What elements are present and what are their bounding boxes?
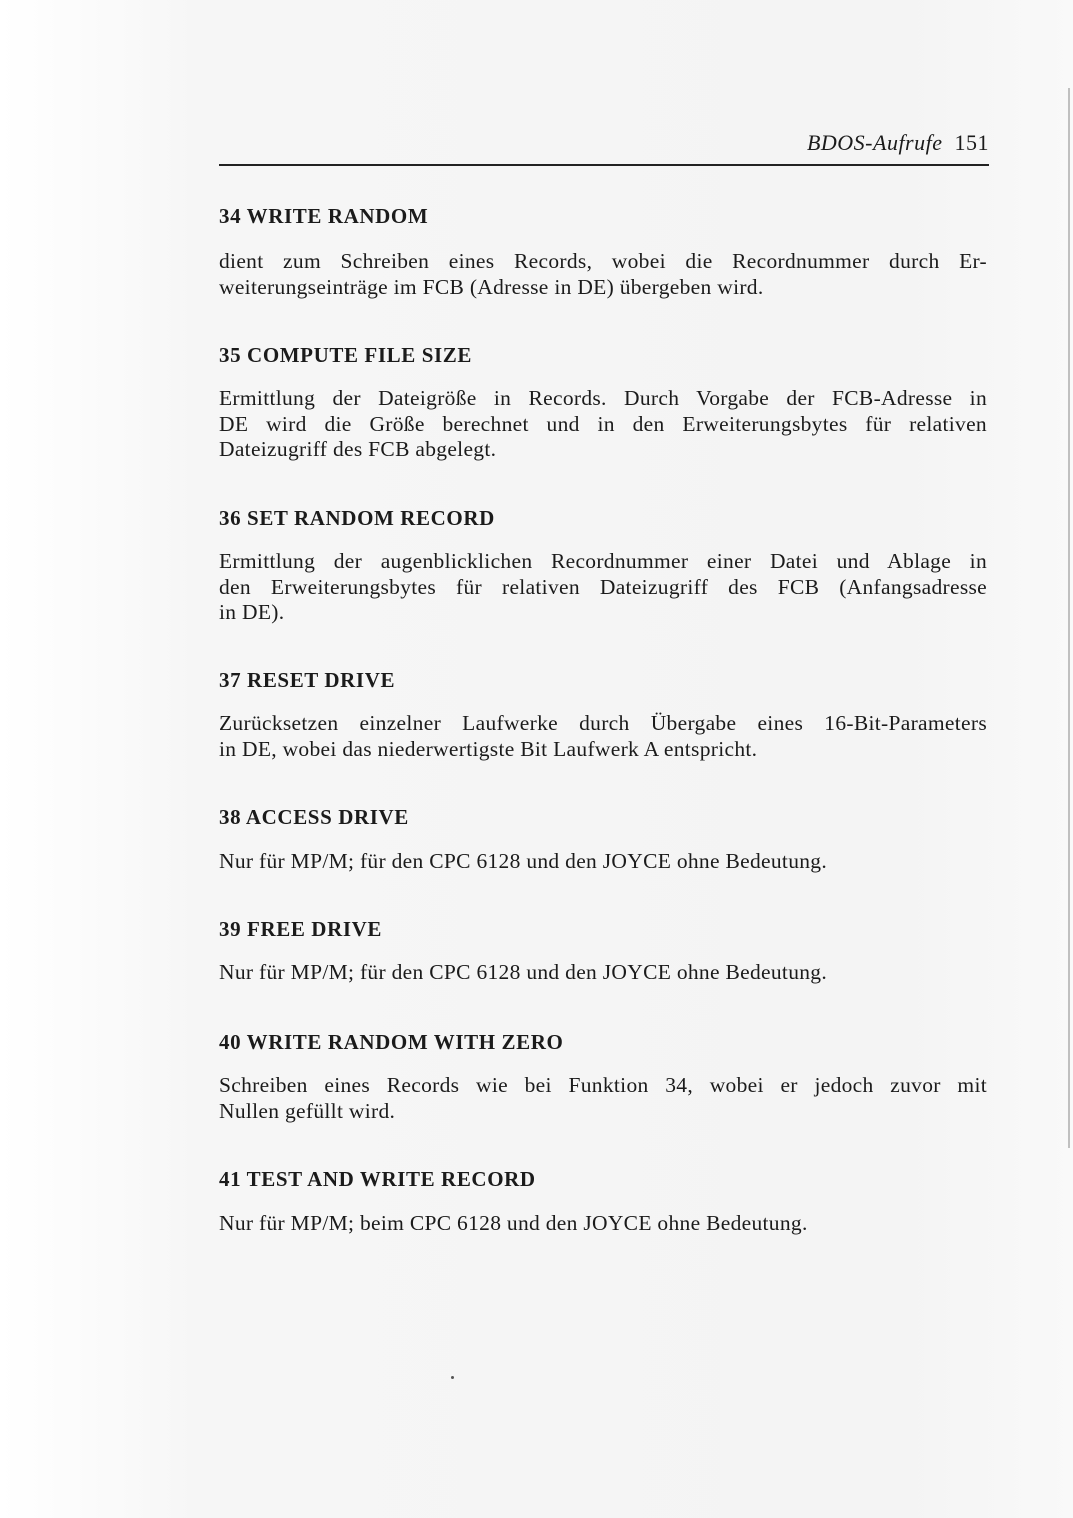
section-body-37 <box>219 711 987 762</box>
body-line: dient zum Schreiben eines Records, wobei die Recordnummer durch Er- <box>219 249 987 273</box>
running-head-title: BDOS-Aufrufe <box>806 130 943 155</box>
body-line: weiterungseinträge im FCB (Adresse in DE) übergeben wird. <box>219 274 764 299</box>
body-line: Nur für MP/M; beim CPC 6128 und den JOYCE ohne Bedeutung. <box>219 1211 808 1235</box>
body-line: Nur für MP/M; für den CPC 6128 und den JOYCE ohne Bedeutung. <box>219 849 828 873</box>
section-heading-37: 37 RESET DRIVE <box>219 668 396 692</box>
section-heading-34: 34 WRITE RANDOM <box>219 204 429 228</box>
body-line: Nur für MP/M; für den CPC 6128 und den JOYCE ohne Bedeutung. <box>219 960 828 984</box>
running-head <box>219 130 989 156</box>
body-line: in DE, wobei das niederwertigste Bit Laufwerk A entspricht. <box>219 736 758 761</box>
section-heading-38: 38 ACCESS DRIVE <box>219 805 409 829</box>
section-body-41 <box>219 1211 987 1237</box>
section-heading-35: 35 COMPUTE FILE SIZE <box>219 343 472 367</box>
page-number: 151 <box>954 130 989 155</box>
section-body-34 <box>219 249 987 300</box>
section-body-36 <box>219 549 987 626</box>
body-line: in DE). <box>219 600 285 624</box>
section-heading-40: 40 WRITE RANDOM WITH ZERO <box>219 1030 564 1054</box>
scan-edge-shadow <box>1068 88 1070 1148</box>
body-line: Dateizugriff des FCB abgelegt. <box>219 437 497 461</box>
header-rule <box>219 164 989 166</box>
section-body-39 <box>219 960 987 986</box>
body-line: Ermittlung der augenblicklichen Recordnummer einer Datei und Ablage in <box>219 549 987 573</box>
body-line: Zurücksetzen einzelner Laufwerke durch Übergabe eines 16-Bit-Parameters <box>219 711 987 735</box>
section-body-35 <box>219 386 987 463</box>
body-line: DE wird die Größe berechnet und in den Erweiterungsbytes für relativen <box>219 411 987 436</box>
body-line: Nullen gefüllt wird. <box>219 1098 396 1123</box>
section-heading-39: 39 FREE DRIVE <box>219 917 382 941</box>
body-line: den Erweiterungsbytes für relativen Dateizugriff des FCB (Anfangsadresse <box>219 574 987 599</box>
body-line: Ermittlung der Dateigröße in Records. Durch Vorgabe der FCB-Adresse in <box>219 386 987 410</box>
body-line: Schreiben eines Records wie bei Funktion 34, wobei er jedoch zuvor mit <box>219 1073 987 1097</box>
section-body-40 <box>219 1073 987 1124</box>
section-heading-41: 41 TEST AND WRITE RECORD <box>219 1167 536 1191</box>
stray-speck <box>451 1376 454 1379</box>
section-body-38 <box>219 849 987 875</box>
section-heading-36: 36 SET RANDOM RECORD <box>219 506 495 530</box>
